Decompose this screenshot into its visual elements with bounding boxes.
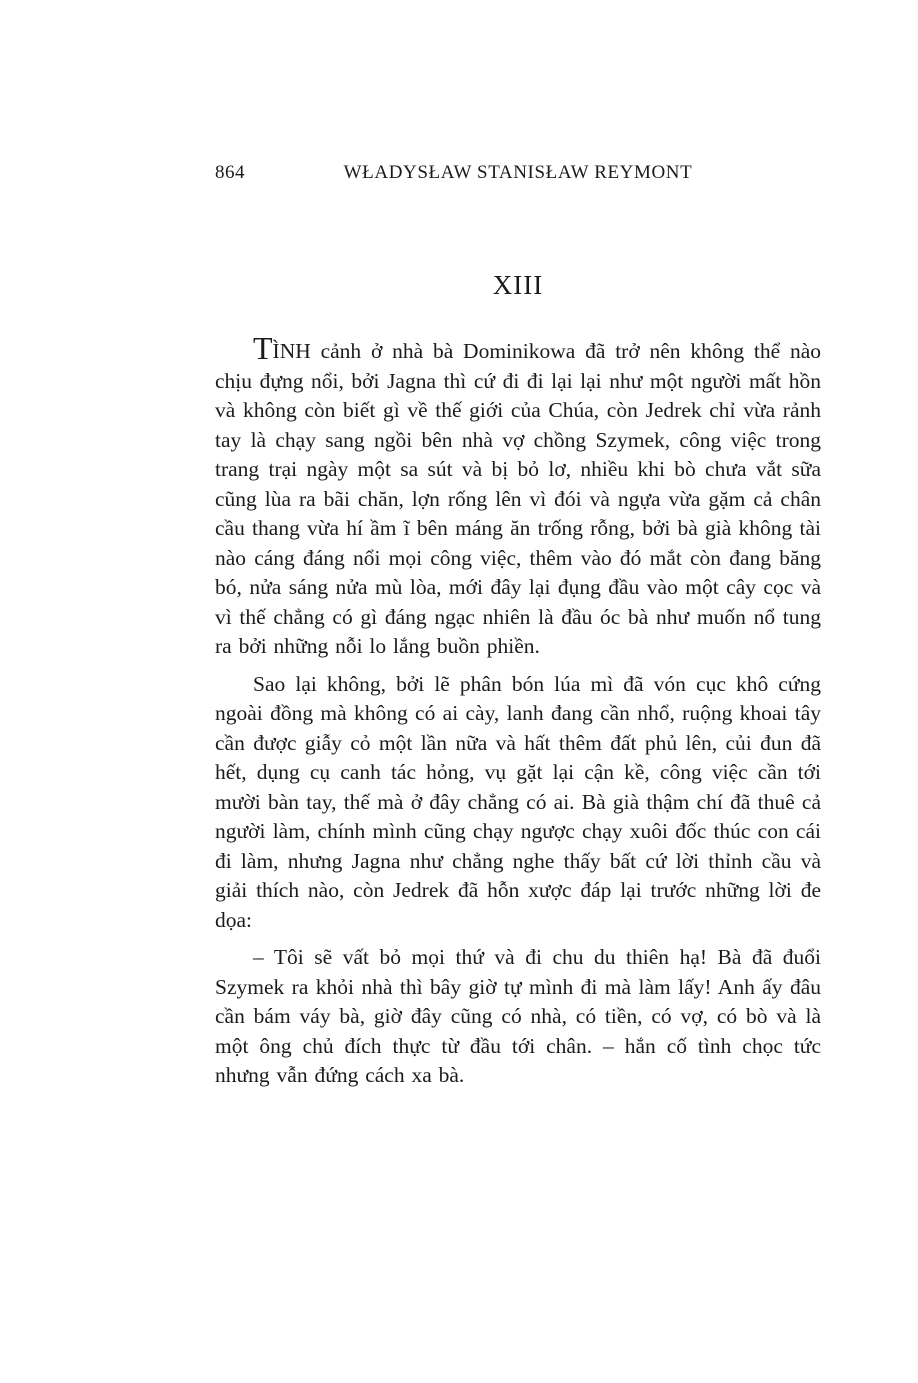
lead-initial: T [253,330,273,366]
paragraph-1-text: cảnh ở nhà bà Dominikowa đã trở nên không thể nào chịu đựng nổi, bởi Jagna thì cứ đi đi lại lại như một người mất hồn và không còn biết gì về thế giới của Chúa, còn Jedrek chỉ vừa rảnh tay là chạy sang ngồi bên nhà vợ chồng Szymek, công việc trong trang trại ngày một sa sút và bị bỏ lơ, nhiều khi bò chưa vắt sữa cũng lùa ra bãi chăn, lợn rống lên vì đói và ngựa vừa gặm cả chân cầu thang vừa hí ầm ĩ bên máng ăn trống rỗng, bởi bà già không tài nào cáng đáng nổi mọi công việc, thêm vào đó mắt còn đang băng bó, nửa sáng nửa mù lòa, mới đây lại đụng đầu vào một cây cọc và vì thế chẳng có gì đáng ngạc nhiên là đầu óc bà như muốn nổ tung ra bởi những nỗi lo lắng buồn phiền. [215,339,821,658]
paragraph-3: – Tôi sẽ vất bỏ mọi thứ và đi chu du thiên hạ! Bà đã đuổi Szymek ra khỏi nhà thì bây giờ tự mình đi mà làm lấy! Anh ấy đâu cần bám váy bà, giờ đây cũng có nhà, có tiền, có vợ, có bò và là một ông chủ đích thực từ đầu tới chân. – hắn cố tình chọc tức nhưng vẫn đứng cách xa bà. [215,945,821,1087]
page-number: 864 [215,162,245,183]
running-title: WŁADYSŁAW STANISŁAW REYMONT [343,162,693,183]
lead-caps: ÌNH [272,339,311,363]
paragraph-2: Sao lại không, bởi lẽ phân bón lúa mì đã vón cục khô cứng ngoài đồng mà không có ai cày, lanh đang cần nhổ, ruộng khoai tây cần được giẫy cỏ một lần nữa và hất thêm đất phủ lên, củi đun đã hết, dụng cụ canh tác hỏng, vụ gặt lại cận kề, công việc cần tới mười bàn tay, thế mà ở đây chẳng có ai. Bà già thậm chí đã thuê cả người làm, chính mình cũng chạy ngược chạy xuôi đốc thúc con cái đi làm, nhưng Jagna như chẳng nghe thấy bất cứ lời thỉnh cầu và giải thích nào, còn Jedrek đã hỗn xược đáp lại trước những lời đe dọa: [215,671,821,932]
running-head [215,162,821,184]
paragraph-1 [215,330,821,662]
text-block [215,330,821,1099]
chapter-heading: XIII [492,270,544,300]
